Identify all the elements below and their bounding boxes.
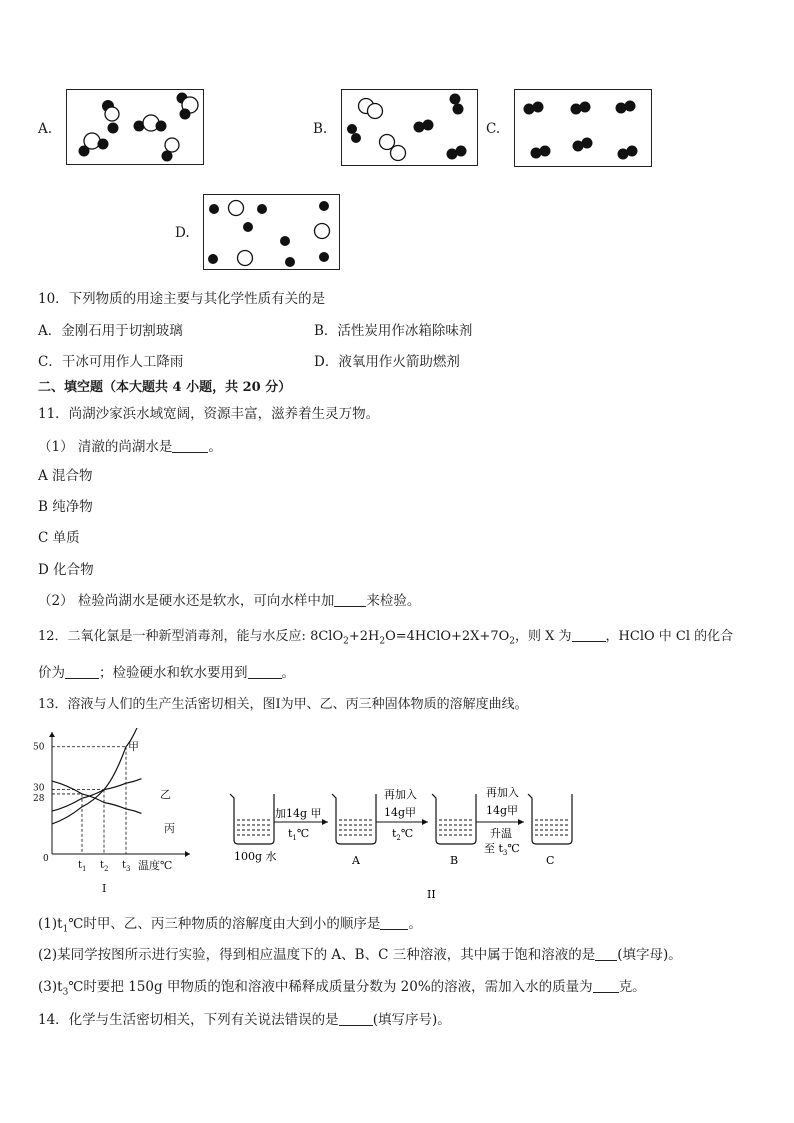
white-particle	[105, 107, 119, 121]
q13-text: (3)t	[38, 979, 63, 995]
section-heading: 二、填空题（本大题共 4 小题，共 20 分）	[38, 380, 292, 395]
black-particle	[450, 94, 461, 105]
answer-blank[interactable]	[380, 915, 408, 930]
option-b-label[interactable]: B.	[313, 121, 328, 137]
black-particle	[319, 252, 329, 262]
white-particle	[368, 104, 383, 119]
beaker-a-label: A	[352, 854, 360, 867]
option-a-particle-diagram[interactable]	[66, 89, 204, 165]
black-particle	[580, 102, 591, 113]
q10-option-d[interactable]: D．液氧用作火箭助燃剂	[314, 354, 460, 370]
beaker-c	[528, 794, 572, 844]
x-axis-label: 温度℃	[138, 859, 173, 872]
x-tick-t2: $t_2$	[100, 860, 109, 873]
q14-text: 14．化学与生活密切相关，下列有关说法错误的是	[38, 1012, 339, 1028]
q10-stem: 10．下列物质的用途主要与其化学性质有关的是	[38, 291, 326, 307]
black-particle	[257, 204, 267, 214]
particle-diagram-c	[515, 90, 653, 168]
q11-option-d[interactable]: D 化合物	[38, 562, 94, 578]
arrow3-bottom-label-1: 升温	[490, 827, 512, 840]
black-particle	[162, 151, 173, 162]
arrow2-top-label-2: 14g甲	[384, 806, 417, 819]
q11-option-b[interactable]: B 纯净物	[38, 499, 93, 515]
answer-blank[interactable]	[595, 946, 617, 961]
particle-diagram-d	[204, 195, 341, 271]
particle-diagram-b	[342, 90, 479, 167]
q12-line1	[38, 627, 733, 651]
option-d-particle-diagram[interactable]	[203, 194, 340, 270]
q13-text: 1	[62, 924, 69, 935]
q13-sub1	[38, 915, 422, 939]
black-particle	[280, 236, 290, 246]
solubility-curve-chart	[30, 728, 220, 898]
beaker-water-label: 100g 水	[234, 850, 277, 863]
q11-part1-text: （1） 清澈的尚湖水是	[38, 439, 173, 455]
option-b-particle-diagram[interactable]	[341, 89, 478, 166]
q14-stem	[38, 1011, 451, 1029]
black-particle	[79, 146, 90, 157]
black-particle	[208, 254, 218, 264]
arrow2-top-label-1: 再加入	[384, 788, 417, 801]
option-d-label[interactable]: D.	[175, 225, 190, 241]
answer-blank[interactable]	[172, 438, 208, 453]
beaker-b	[432, 794, 476, 844]
q11-option-a[interactable]: A 混合物	[38, 468, 93, 484]
answer-blank[interactable]	[334, 592, 366, 607]
q11-part2-text: （2） 检验尚湖水是硬水还是软水，可向水样中加	[38, 593, 335, 609]
black-particle	[540, 146, 551, 157]
q12-text: 。	[281, 665, 295, 681]
arrow1-bottom-label: $t_1℃$	[288, 827, 310, 842]
q13-text: (填字母)。	[617, 947, 682, 963]
white-particle	[391, 146, 406, 161]
answer-blank[interactable]	[248, 664, 282, 679]
black-particle	[209, 204, 219, 214]
q12-text: ；检验硬水和软水要用到	[99, 665, 248, 681]
q10-option-b[interactable]: B．活性炭用作冰箱除味剂	[314, 323, 473, 339]
beaker-b-label: B	[450, 854, 459, 867]
q11-part1	[38, 438, 222, 456]
black-particle	[453, 104, 464, 115]
figure-i-label: I	[102, 882, 107, 895]
figure-ii-label: II	[427, 888, 436, 900]
answer-blank[interactable]	[572, 627, 606, 642]
black-particle	[627, 146, 638, 157]
q13-stem: 13．溶液与人们的生产生活密切相关，图Ⅰ为甲、乙、丙三种固体物质的溶解度曲线。	[38, 697, 528, 712]
q13-text: 克。	[618, 979, 646, 995]
x-tick-t3: $t_3$	[122, 860, 131, 873]
series-curve-2	[52, 779, 141, 811]
q13-text: 3	[62, 987, 69, 998]
black-particle	[456, 146, 467, 157]
black-particle	[98, 139, 109, 150]
series-label-jia: 甲	[128, 740, 139, 753]
black-particle	[243, 222, 253, 232]
white-particle	[315, 224, 330, 239]
black-particle	[582, 138, 593, 149]
q11-stem: 11．尚湖沙家浜水域宽阔，资源丰富，滋养着生灵万物。	[38, 406, 380, 422]
x-tick-t1: $t_1$	[78, 860, 87, 873]
black-particle	[625, 101, 636, 112]
x-origin-label: 0	[43, 854, 49, 864]
answer-blank[interactable]	[593, 978, 619, 993]
arrow-3	[476, 819, 524, 825]
black-particle	[423, 120, 434, 131]
particle-diagram-a	[67, 90, 205, 166]
q13-text: ℃时要把 150g 甲物质的饱和溶液中稀释成质量分数为 20%的溶液，需加入水的质量为	[68, 979, 593, 995]
q12-text-cl: ，HClO 中 Cl 的化合	[605, 629, 734, 644]
series-label-yi: 乙	[160, 788, 171, 801]
q13-sub3	[38, 978, 646, 1002]
q10-option-a[interactable]: A．金刚石用于切割玻璃	[38, 323, 183, 339]
q11-option-c[interactable]: C 单质	[38, 530, 80, 546]
beaker-water	[230, 794, 274, 844]
answer-blank[interactable]	[339, 1011, 373, 1026]
black-particle	[319, 201, 329, 211]
beaker-a	[332, 794, 376, 844]
series-label-bing: 丙	[164, 822, 175, 835]
option-a-label[interactable]: A.	[38, 121, 53, 137]
q13-text: ℃时甲、乙、丙三种物质的溶解度由大到小的顺序是	[68, 916, 381, 932]
black-particle	[351, 133, 361, 143]
experiment-diagram	[222, 780, 582, 900]
arrow3-top-label-1: 再加入	[486, 786, 519, 799]
white-particle	[165, 138, 179, 152]
beaker-c-label: C	[546, 854, 555, 867]
q12-line2	[38, 664, 295, 682]
q14-text: (填写序号)。	[372, 1012, 451, 1028]
black-particle	[285, 257, 295, 267]
q12-text-x: ，则 X 为	[515, 629, 572, 644]
white-particle	[229, 201, 244, 216]
q11-part2-end: 来检验。	[366, 593, 421, 609]
q11-part1-end: 。	[208, 439, 222, 455]
x-axis-arrow	[185, 851, 190, 857]
q10-option-c[interactable]: C．干冰可用作人工降雨	[38, 354, 184, 370]
q13-text: (2)某同学按图所示进行实验，得到相应温度下的 A、B、C 三种溶液，其中属于饱和溶液的是	[38, 947, 596, 963]
black-particle	[108, 123, 119, 134]
arrow2-bottom-label: $t_2℃$	[392, 827, 414, 842]
y-tick-50: 50	[33, 742, 45, 753]
q11-part2	[38, 592, 420, 610]
arrow3-bottom-label-2: 至 $t_3℃$	[484, 842, 520, 857]
q13-text: (1)t	[38, 916, 63, 932]
q12-text: 价为	[38, 665, 65, 681]
q13-text: 。	[408, 916, 422, 932]
black-particle	[533, 102, 544, 113]
q12-stem: 12．二氧化氯是一种新型消毒剂，能与水反应:	[38, 629, 311, 644]
white-particle	[238, 251, 253, 266]
arrow-2	[376, 819, 428, 825]
y-tick-30: 30	[33, 783, 45, 794]
arrow1-top-label: 加14g 甲	[275, 807, 322, 820]
black-particle	[180, 109, 191, 120]
q12-equation: $8ClO_2+2H_2O=4HClO+2X+7O_2$	[310, 629, 515, 647]
black-particle	[347, 124, 357, 134]
y-tick-28: 28	[33, 793, 45, 804]
option-c-label[interactable]: C.	[486, 121, 501, 137]
black-particle	[156, 121, 167, 132]
option-c-particle-diagram[interactable]	[514, 89, 652, 167]
answer-blank[interactable]	[65, 664, 99, 679]
q13-sub2	[38, 946, 682, 964]
y-axis-arrow	[49, 732, 55, 737]
arrow3-top-label-2: 14g甲	[486, 804, 519, 817]
